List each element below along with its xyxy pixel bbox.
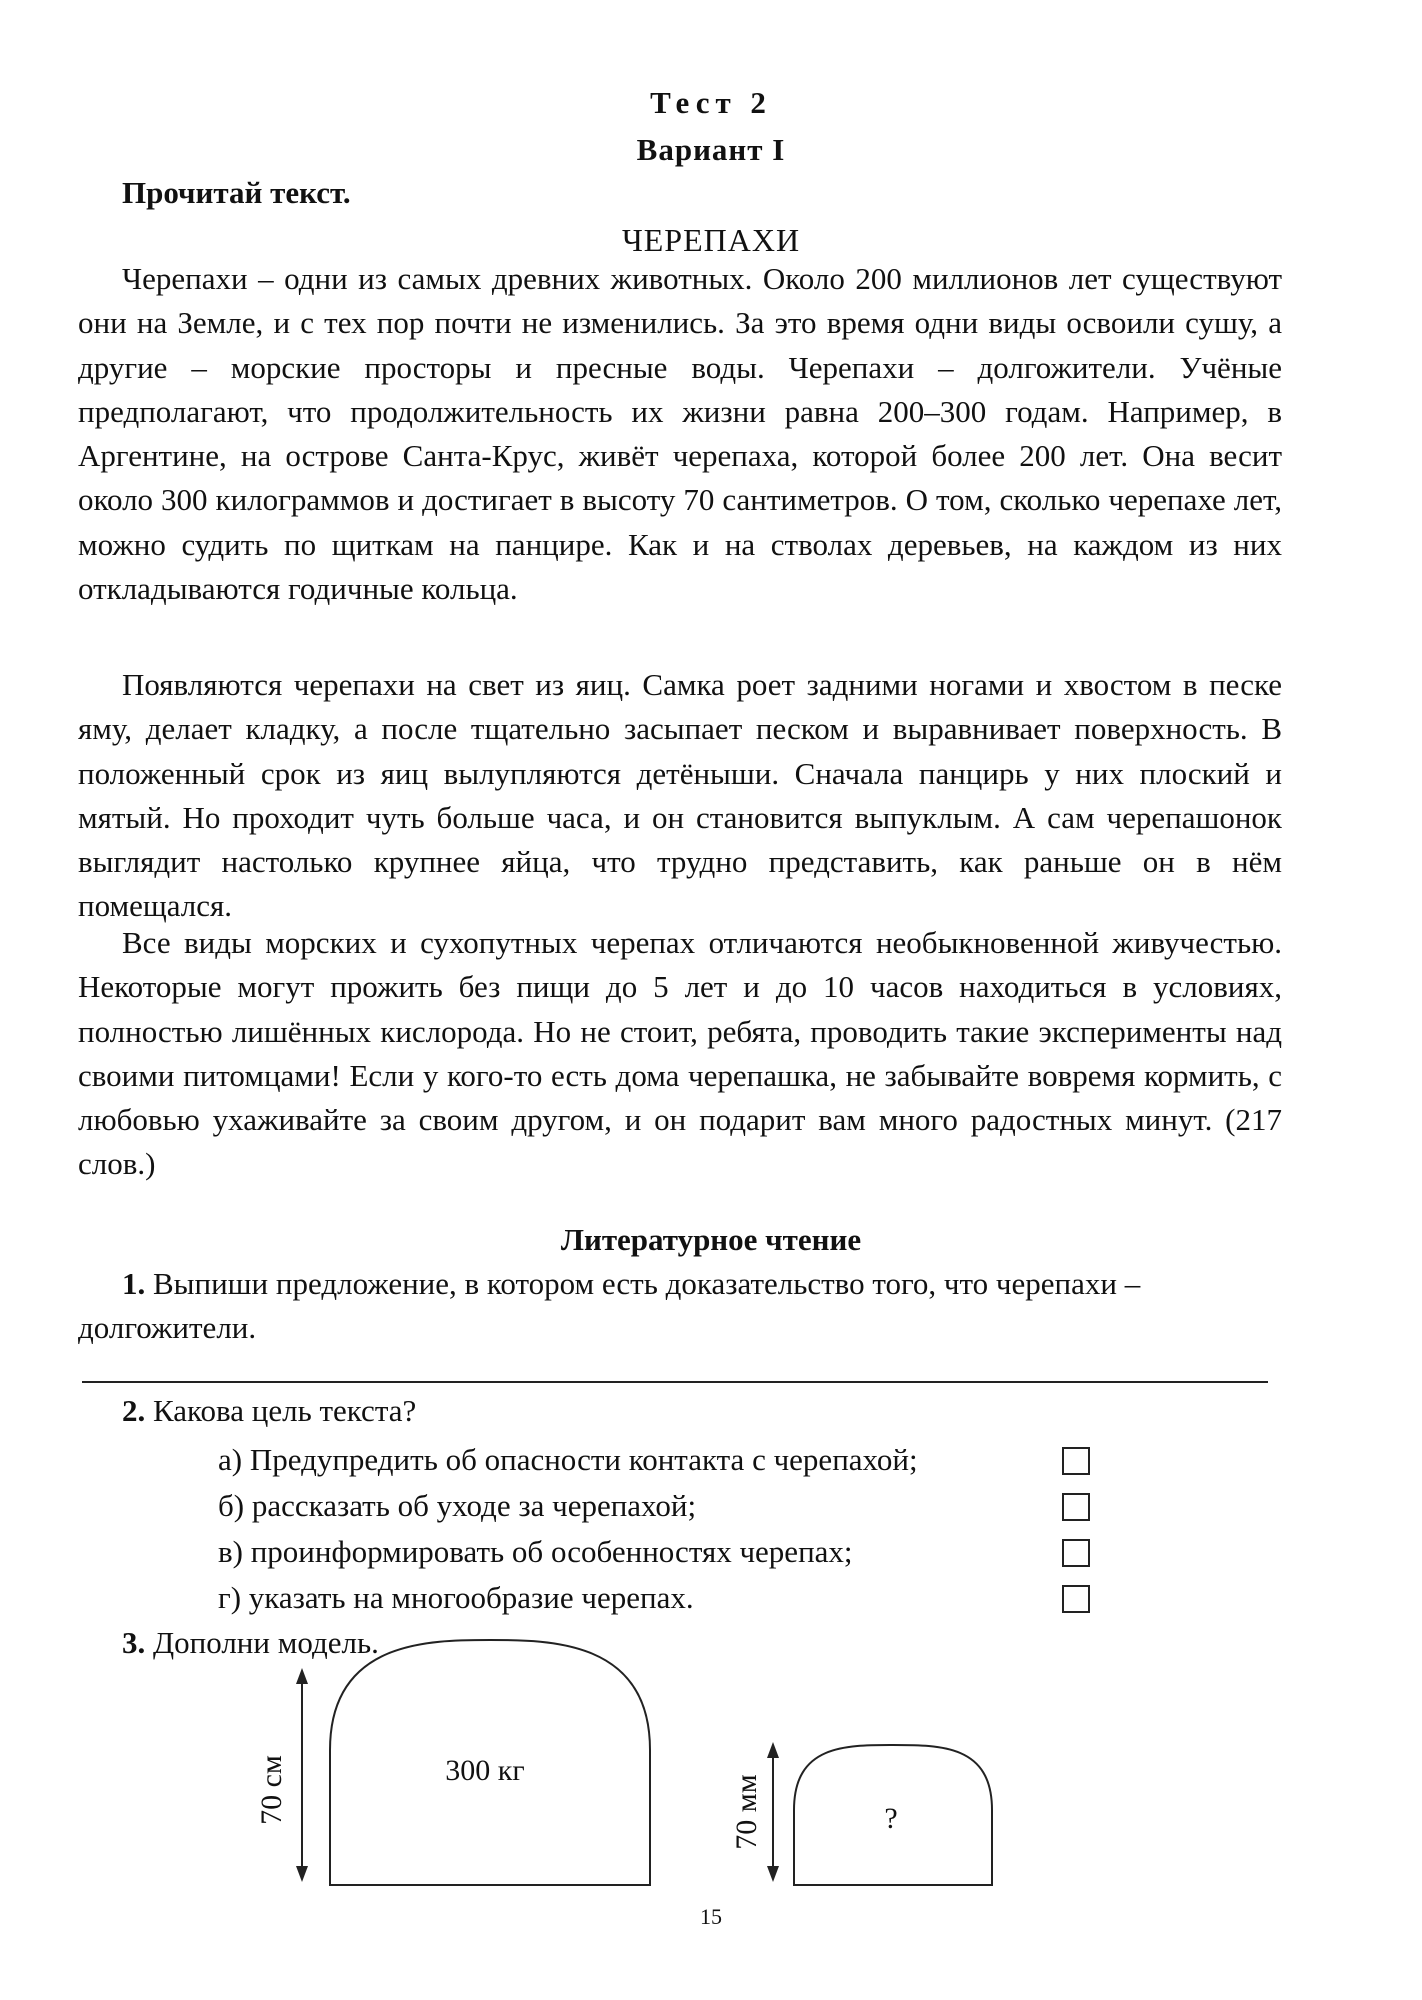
arrow-head-up-icon	[296, 1668, 308, 1684]
option-label: в) проинформировать об особенностях черепах;	[218, 1534, 853, 1569]
small-weight-label: ?	[884, 1802, 898, 1835]
arrow-head-down-icon	[296, 1866, 308, 1882]
paragraph-text: Появляются черепахи на свет из яиц. Самка роет задними ногами и хвостом в песке яму, делает кладку, а после тщательно засыпает песком и выравнивает поверхность. В положенный срок из яиц вылупляются детёныши. Сначала панцирь у них плоский и мятый. Но проходит чуть больше часа, и он становится выпуклым. А сам черепашонок выглядит настолько крупнее яйца, что трудно представить, как раньше он в нём помещался.	[78, 667, 1282, 924]
arrow-head-up-icon	[767, 1742, 779, 1758]
big-weight-label: 300 кг	[445, 1754, 525, 1787]
option-label: а) Предупредить об опасности контакта с черепахой;	[218, 1442, 918, 1477]
small-height-label: 70 мм	[730, 1774, 763, 1850]
question-text: Выпиши предложение, в котором есть доказательство того, что черепахи – долгожители.	[78, 1266, 1141, 1345]
question-text: Дополни модель.	[153, 1625, 379, 1660]
small-shape	[730, 1742, 992, 1885]
variant-heading: Вариант I	[636, 132, 786, 167]
question-number: 2.	[122, 1393, 146, 1428]
text-title: ЧЕРЕПАХИ	[621, 222, 801, 258]
option-label: г) указать на многообразие черепах.	[218, 1580, 694, 1615]
instruction: Прочитай текст.	[122, 175, 351, 210]
arrow-head-down-icon	[767, 1866, 779, 1882]
option-label: б) рассказать об уходе за черепахой;	[218, 1488, 697, 1523]
page-number: 15	[700, 1904, 722, 1929]
test-heading: Тест 2	[650, 85, 772, 120]
question-number: 1.	[122, 1266, 146, 1301]
section-title: Литературное чтение	[560, 1222, 862, 1257]
question-number: 3.	[122, 1625, 146, 1660]
big-shape	[255, 1640, 650, 1885]
paragraph-text: Все виды морских и сухопутных черепах отличаются необыкновенной живучестью. Некоторые могут прожить без пищи до 5 лет и до 10 часов находиться в условиях, полностью лишённых кислорода. Но не стоит, ребята, проводить такие эксперименты над своими питомцами! Если у кого-то есть дома черепашка, не забывайте вовремя кормить, с любовью ухаживайте за своим другом, и он подарит вам много радостных минут. (217 слов.)	[78, 925, 1282, 1182]
paragraph-text: Черепахи – одни из самых древних животных. Около 200 миллионов лет существуют они на Земле, и с тех пор почти не изменились. За это время одни виды освоили сушу, а другие – морские просторы и пресные воды. Черепахи – долгожители. Учёные предполагают, что продолжительность их жизни равна 200–300 годам. Например, в Аргентине, на острове Санта-Крус, живёт черепаха, которой более 200 лет. Она весит около 300 килограммов и достигает в высоту 70 сантиметров. О том, сколько черепахе лет, можно судить по щиткам на панцире. Как и на стволах деревьев, на каждом из них откладываются годичные кольца.	[78, 261, 1282, 607]
big-height-label: 70 см	[255, 1755, 288, 1825]
question-text: Какова цель текста?	[153, 1393, 417, 1428]
